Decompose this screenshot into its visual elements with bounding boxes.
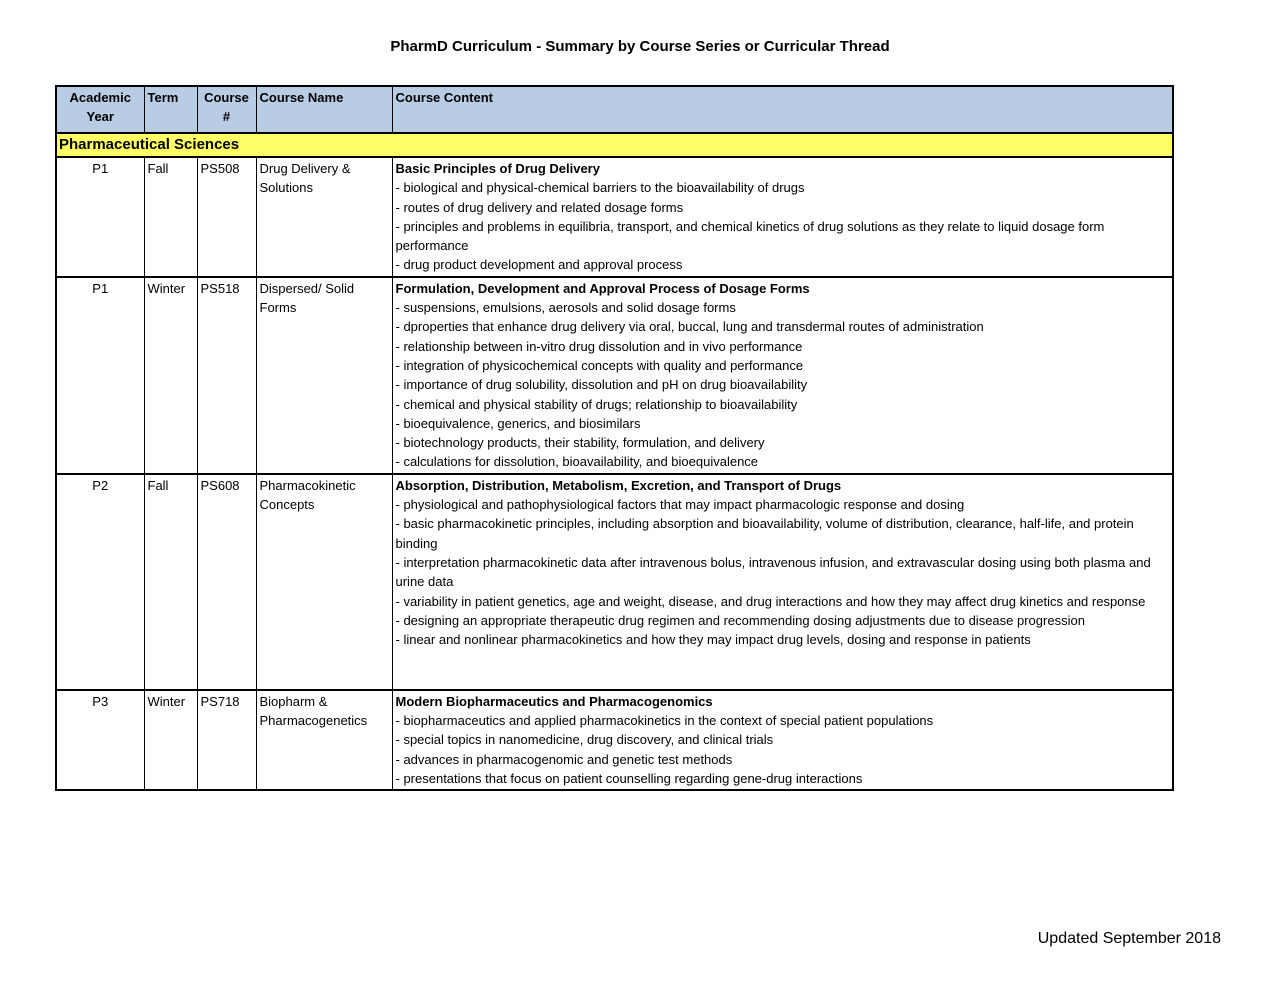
table-body bbox=[56, 133, 1173, 790]
col-header-term: Term bbox=[144, 86, 197, 133]
course-content-item: - suspensions, emulsions, aerosols and solid dosage forms bbox=[395, 300, 736, 316]
col-header-course-number: Course # bbox=[197, 86, 256, 133]
cell-term: Fall bbox=[144, 474, 197, 690]
course-content-item: - advances in pharmacogenomic and genetic test methods bbox=[395, 751, 733, 767]
course-content-item: - special topics in nanomedicine, drug discovery, and clinical trials bbox=[395, 732, 774, 748]
cell-course-number: PS608 bbox=[197, 474, 256, 690]
table-row bbox=[56, 690, 1173, 790]
course-content-item: - biopharmaceutics and applied pharmacokinetics in the context of special patient populations bbox=[395, 713, 934, 729]
cell-course-number: PS508 bbox=[197, 157, 256, 277]
course-content-item: - physiological and pathophysiological factors that may impact pharmacologic response and dosing bbox=[395, 497, 965, 513]
course-content-title: Basic Principles of Drug Delivery bbox=[395, 161, 600, 176]
cell-term: Winter bbox=[144, 277, 197, 474]
updated-date-label: Updated September 2018 bbox=[1037, 930, 1221, 947]
col-header-academic-year: Academic Year bbox=[56, 86, 144, 133]
course-content-item: - importance of drug solubility, dissolution and pH on drug bioavailability bbox=[395, 377, 808, 393]
cell-course-name: Dispersed/ Solid Forms bbox=[256, 277, 392, 474]
section-row bbox=[56, 133, 1173, 157]
course-content-item: - dproperties that enhance drug delivery via oral, buccal, lung and transdermal routes of administration bbox=[395, 319, 984, 335]
header-row bbox=[56, 86, 1173, 133]
course-content-item: - principles and problems in equilibria, transport, and chemical kinetics of drug solutions as they relate to liquid dosage form performance bbox=[395, 218, 1105, 254]
course-content-title: Formulation, Development and Approval Process of Dosage Forms bbox=[395, 280, 810, 296]
page-title: PharmD Curriculum - Summary by Course Series or Curricular Thread bbox=[390, 38, 890, 55]
col-header-course-content: Course Content bbox=[392, 86, 1173, 133]
cell-academic-year: P1 bbox=[56, 277, 144, 474]
course-content-item: - routes of drug delivery and related dosage forms bbox=[395, 199, 684, 215]
course-content-item: - calculations for dissolution, bioavailability, and bioequivalence bbox=[395, 454, 759, 470]
cell-course-content bbox=[392, 277, 1173, 474]
cell-term: Winter bbox=[144, 690, 197, 790]
cell-course-name: Drug Delivery & Solutions bbox=[256, 157, 392, 277]
cell-course-name: Pharmacokinetic Concepts bbox=[256, 474, 392, 690]
course-content-item: - biotechnology products, their stability, formulation, and delivery bbox=[395, 435, 765, 451]
course-content-title: Modern Biopharmaceutics and Pharmacogenomics bbox=[395, 693, 713, 709]
course-content-item: - integration of physicochemical concepts with quality and performance bbox=[395, 357, 804, 373]
course-content-item: - designing an appropriate therapeutic drug regimen and recommending dosing adjustments due to disease progression bbox=[395, 612, 1085, 628]
course-content-item: - basic pharmacokinetic principles, including absorption and bioavailability, volume of distribution, clearance, half-life, and protein binding bbox=[395, 516, 1134, 551]
cell-course-content bbox=[392, 157, 1173, 277]
course-content-item: - chemical and physical stability of drugs; relationship to bioavailability bbox=[395, 396, 798, 412]
cell-academic-year: P3 bbox=[56, 690, 144, 790]
cell-course-content bbox=[392, 474, 1173, 690]
course-content-title: Absorption, Distribution, Metabolism, Excretion, and Transport of Drugs bbox=[395, 477, 842, 493]
col-header-course-name: Course Name bbox=[256, 86, 392, 133]
table-row bbox=[56, 474, 1173, 690]
course-content-item: - interpretation pharmacokinetic data after intravenous bolus, intravenous infusion, and extravascular dosing using both plasma and urine data bbox=[395, 554, 1151, 590]
table-row bbox=[56, 157, 1173, 277]
course-content-item: - variability in patient genetics, age and weight, disease, and drug interactions and how they may affect drug kinetics and response bbox=[395, 593, 1146, 609]
cell-course-number: PS718 bbox=[197, 690, 256, 790]
course-content-item: - biological and physical-chemical barriers to the bioavailability of drugs bbox=[395, 180, 805, 196]
course-content-item: - relationship between in-vitro drug dissolution and in vivo performance bbox=[395, 338, 803, 354]
course-content-item: - bioequivalence, generics, and biosimilars bbox=[395, 415, 641, 431]
cell-course-content bbox=[392, 690, 1173, 790]
section-title: Pharmaceutical Sciences bbox=[56, 133, 1173, 157]
course-content-item: - linear and nonlinear pharmacokinetics and how they may impact drug levels, dosing and response in patients bbox=[395, 632, 1031, 648]
cell-course-number: PS518 bbox=[197, 277, 256, 474]
cell-course-name: Biopharm & Pharmacogenetics bbox=[256, 690, 392, 790]
table-row bbox=[56, 277, 1173, 474]
cell-term: Fall bbox=[144, 157, 197, 277]
course-content-item: - drug product development and approval process bbox=[395, 257, 683, 273]
curriculum-table bbox=[55, 85, 1174, 791]
cell-academic-year: P2 bbox=[56, 474, 144, 690]
cell-academic-year: P1 bbox=[56, 157, 144, 277]
course-content-item: - presentations that focus on patient counselling regarding gene-drug interactions bbox=[395, 770, 863, 786]
